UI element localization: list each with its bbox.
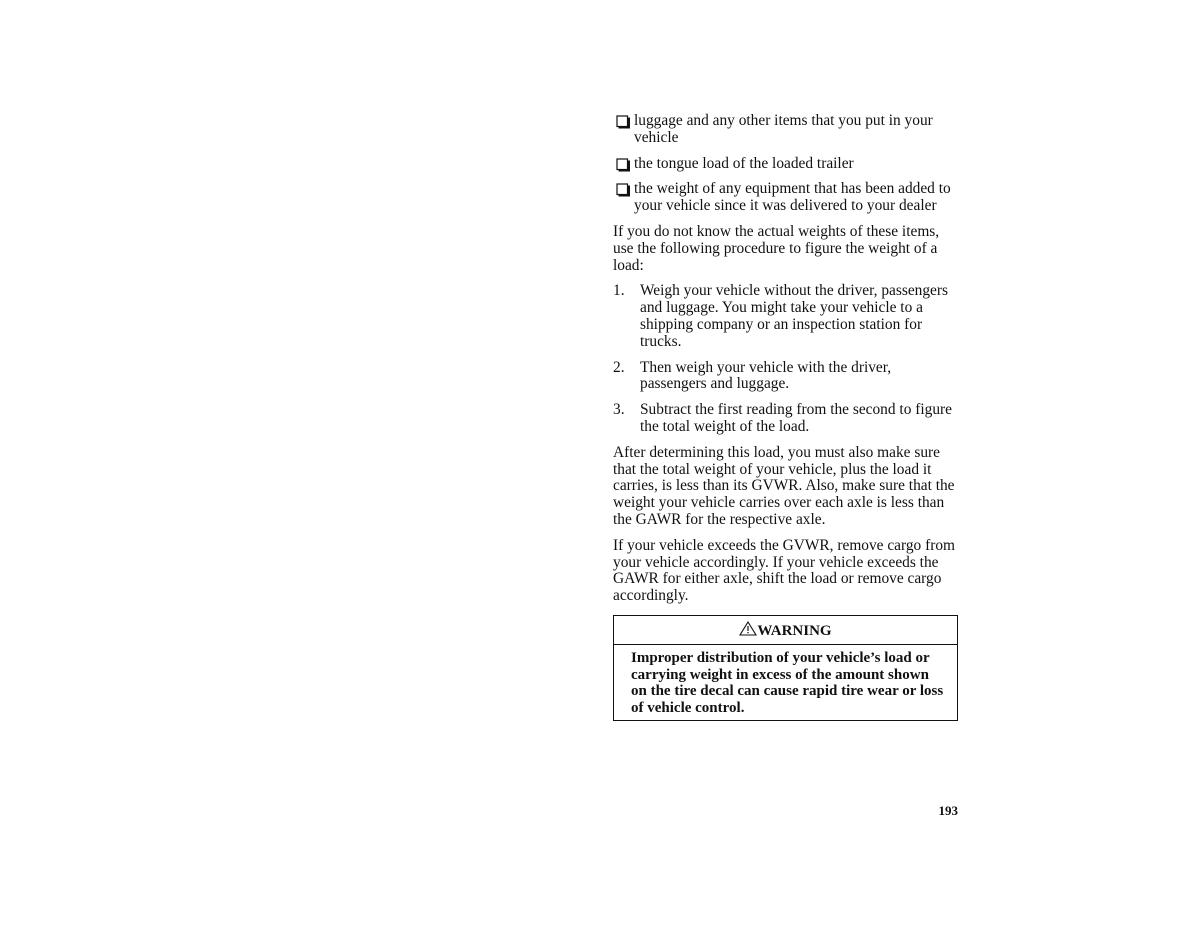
warning-box bbox=[613, 615, 958, 721]
bullet-text: the weight of any equipment that has been added to your vehicle since it was delivered to your dealer bbox=[634, 180, 951, 215]
warning-header bbox=[614, 616, 957, 645]
bullet-item bbox=[613, 181, 958, 215]
bullet-item bbox=[613, 156, 958, 173]
body-paragraph: If your vehicle exceeds the GVWR, remove cargo from your vehicle accordingly. If your vehicle exceeds the GAWR for either axle, shift the load or remove cargo accordingly. bbox=[613, 536, 956, 605]
page-content bbox=[613, 113, 958, 721]
step-number: 3. bbox=[613, 401, 625, 419]
step-item bbox=[613, 360, 958, 394]
step-number: 2. bbox=[613, 358, 625, 376]
step-text: Weigh your vehicle without the driver, passengers and luggage. You might take your vehicle to a shipping company or an inspection station for trucks. bbox=[640, 282, 949, 350]
intro-paragraph: If you do not know the actual weights of these items, use the following procedure to figure the weight of a load: bbox=[613, 222, 940, 274]
bullet-text: the tongue load of the loaded trailer bbox=[634, 154, 854, 172]
page-number: 193 bbox=[938, 803, 958, 818]
step-item bbox=[613, 283, 958, 350]
body-paragraph: After determining this load, you must also make sure that the total weight of your vehicle, plus the load it carries, is less than its GVWR. Also, make sure that the weight your vehicle carries over each axle is less than the GAWR for the respective axle. bbox=[613, 443, 955, 528]
warning-text: Improper distribution of your vehicle’s load or carrying weight in excess of the amount shown on the tire decal can cause rapid tire wear or loss of vehicle control. bbox=[631, 649, 944, 717]
step-item bbox=[613, 402, 958, 436]
step-text: Subtract the first reading from the second to figure the total weight of the load. bbox=[640, 401, 952, 435]
bullet-text: luggage and any other items that you put in your vehicle bbox=[634, 112, 933, 146]
step-text: Then weigh your vehicle with the driver, passengers and luggage. bbox=[640, 358, 892, 393]
checkbox-icon bbox=[616, 158, 630, 172]
checkbox-icon bbox=[616, 183, 630, 197]
bullet-item bbox=[613, 113, 958, 147]
warning-title: WARNING bbox=[757, 622, 832, 639]
warning-triangle-icon bbox=[739, 621, 757, 636]
checkbox-icon bbox=[616, 115, 630, 129]
step-number: 1. bbox=[613, 282, 625, 300]
